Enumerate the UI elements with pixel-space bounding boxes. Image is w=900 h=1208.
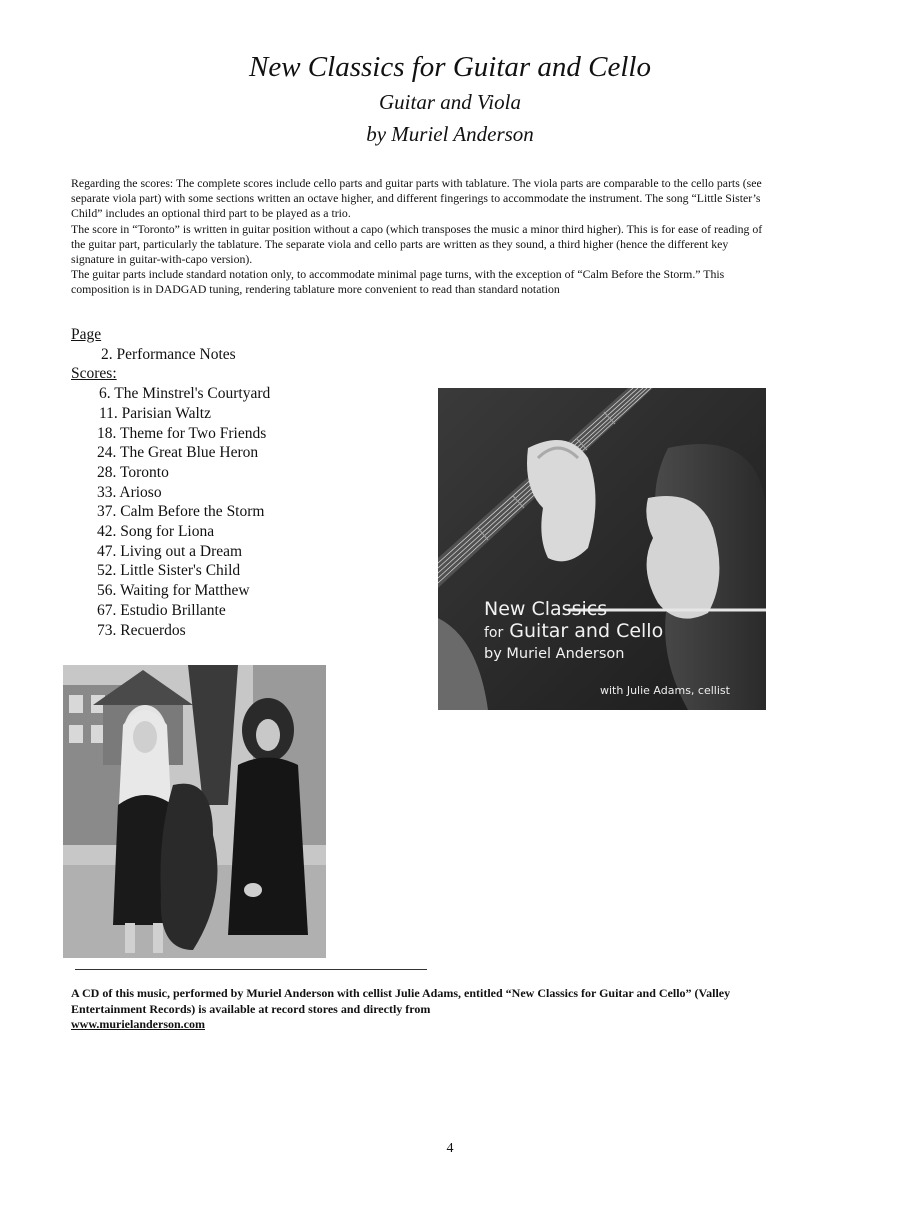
- cd-availability-note: [71, 986, 791, 1033]
- footnote-divider: [75, 969, 427, 970]
- cd-title-guitar-cello: Guitar and Cello: [509, 620, 664, 642]
- cd-title-line-1: New Classics: [484, 598, 608, 620]
- page-title: New Classics for Guitar and Cello: [248, 51, 651, 83]
- toc-score-item: 28. Toronto: [97, 463, 169, 481]
- toc-scores-heading: Scores:: [71, 365, 117, 383]
- cd-cover-title: [484, 598, 663, 664]
- cd-title-for: for: [484, 625, 504, 641]
- toc-score-item: 52. Little Sister's Child: [97, 562, 241, 580]
- page-number: 4: [446, 1141, 454, 1156]
- toc-page-heading: Page: [71, 326, 102, 343]
- musicians-photo: [63, 665, 326, 958]
- table-of-contents: [71, 325, 270, 640]
- intro-paragraph-1: Regarding the scores: The complete scores include cello parts and guitar parts with tablature. The viola parts are comparable to the cello parts (see separate viola part) with some sections written an octave higher, and different fingerings to accommodate the instrument. The song “Little Sister’s Child” includes an optional third part to be played as a trio.: [71, 176, 762, 221]
- cd-title-line-2: [484, 620, 663, 644]
- musicians-photo-artwork: [63, 665, 326, 958]
- toc-score-item: 37. Calm Before the Storm: [97, 503, 265, 521]
- toc-score-item: 6. The Minstrel's Courtyard: [99, 385, 271, 403]
- toc-performance-notes: 2. Performance Notes: [101, 345, 236, 363]
- toc-score-item: 11. Parisian Waltz: [99, 404, 211, 422]
- page-subtitle: Guitar and Viola: [379, 90, 521, 114]
- intro-paragraph-3: The guitar parts include standard notation only, to accommodate minimal page turns, with the exception of “Calm Before the Storm.” This composition is in DADGAD tuning, rendering tablature more convenient to read than standard notation: [71, 267, 725, 297]
- cd-cover-credit: with Julie Adams, cellist: [600, 684, 730, 697]
- title-block: [0, 48, 900, 150]
- toc-score-item: 47. Living out a Dream: [97, 542, 243, 560]
- intro-text: [71, 176, 771, 298]
- cd-cover-image: [438, 388, 766, 710]
- intro-paragraph-2: The score in “Toronto” is written in guitar position without a capo (which transposes the music a minor third higher). This is for ease of reading of the guitar part, particularly the tablature. The separate viola and cello parts are written as they sound, a third higher (hence the different key signature in guitar-with-capo version).: [71, 221, 763, 267]
- toc-score-item: 67. Estudio Brillante: [97, 601, 226, 619]
- website-link[interactable]: www.murielanderson.com: [71, 1017, 205, 1031]
- toc-score-item: 56. Waiting for Matthew: [97, 582, 250, 600]
- toc-score-item: 73. Recuerdos: [97, 621, 186, 639]
- toc-score-item: 18. Theme for Two Friends: [97, 424, 267, 442]
- toc-score-item: 33. Arioso: [97, 483, 162, 501]
- cd-availability-text: A CD of this music, performed by Muriel Anderson with cellist Julie Adams, entitled “New Classics for Guitar and Cello” (Valley Entertainment Records) is available at record stores and directly from: [71, 986, 731, 1016]
- cd-title-line-3: by Muriel Anderson: [484, 646, 625, 662]
- toc-score-item: 24. The Great Blue Heron: [97, 444, 259, 462]
- toc-score-item: 42. Song for Liona: [97, 523, 215, 541]
- page-byline: by Muriel Anderson: [366, 122, 534, 146]
